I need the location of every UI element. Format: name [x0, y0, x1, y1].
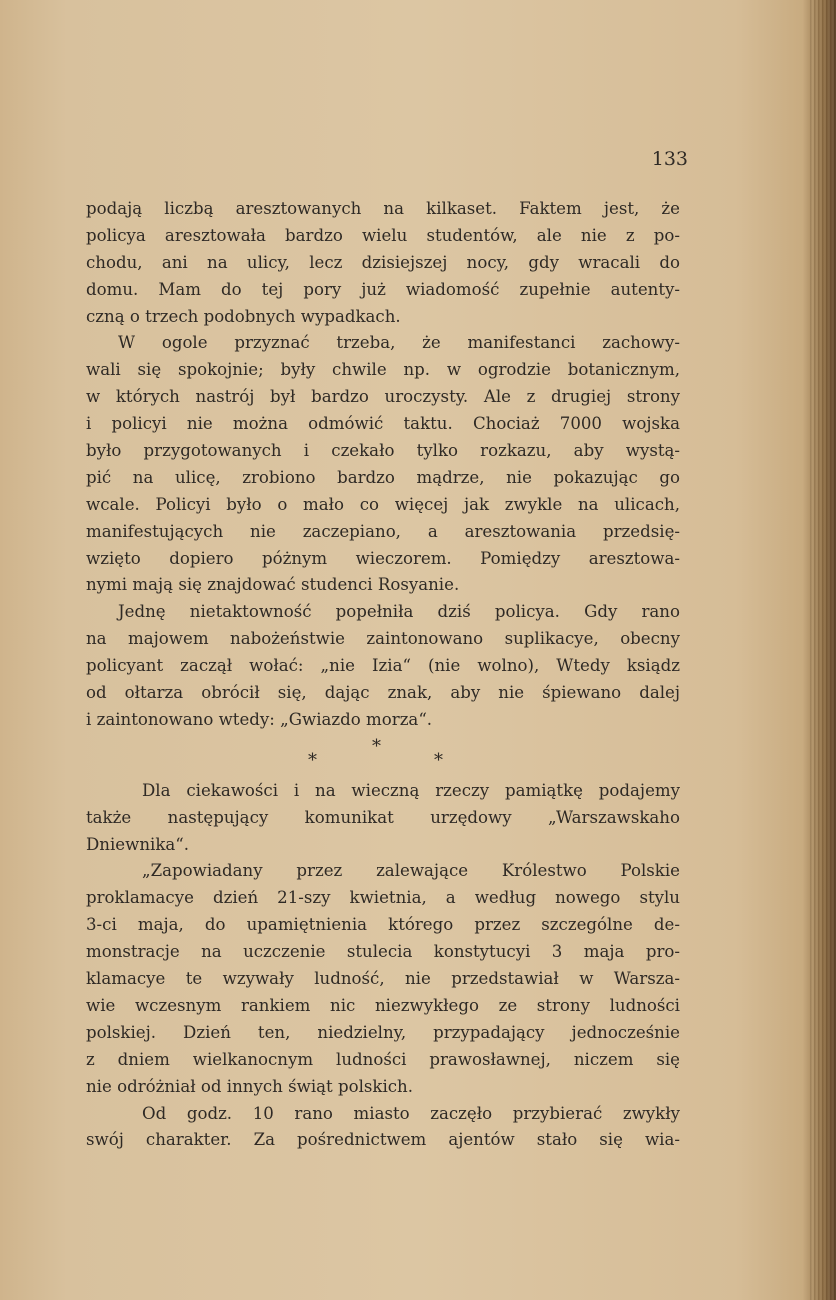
text-line: także następujący komunikat urzędowy „Warszawskaho — [86, 807, 680, 827]
body-text — [86, 196, 680, 1154]
text-line: pić na ulicę, zrobiono bardzo mądrze, nie pokazując go — [86, 467, 680, 487]
text-line: W ogole przyznać trzeba, że manifestanci zachowy- — [118, 333, 680, 353]
text-line: policya aresztowała bardzo wielu studentów, ale nie z po- — [86, 225, 680, 245]
text-line: i zaintonowano wtedy: „Gwiazdo morza“. — [86, 709, 433, 729]
text-line: wali się spokojnie; były chwile np. w ogrodzie botanicznym, — [86, 360, 680, 380]
text-line: nymi mają się znajdować studenci Rosyanie. — [86, 575, 460, 595]
separator-star: * — [308, 749, 317, 771]
text-line: monstracje na uczczenie stulecia konstytucyi 3 maja pro- — [86, 942, 680, 962]
text-line: podają liczbą aresztowanych na kilkaset. Faktem jest, że — [86, 199, 680, 218]
text-line: na majowem nabożeństwie zaintonowano suplikacye, obecny — [86, 629, 680, 649]
text-line: Jednę nietaktowność popełniła dziś policya. Gdy rano — [118, 602, 680, 622]
text-line: wie wczesnym rankiem nic niezwykłego ze strony ludności — [86, 995, 680, 1015]
text-line: chodu, ani na ulicy, lecz dzisiejszej nocy, gdy wracali do — [86, 252, 680, 272]
text-line: w których nastrój był bardzo uroczysty. Ale z drugiej strony — [86, 387, 680, 407]
text-line: od ołtarza obrócił się, dając znak, aby nie śpiewano dalej — [86, 683, 680, 703]
separator-star: * — [372, 735, 381, 757]
text-line: domu. Mam do tej pory już wiadomość zupełnie autenty- — [86, 279, 680, 299]
separator-star: * — [434, 749, 443, 771]
text-line: 3-ci maja, do upamiętnienia którego przez szczególne de- — [86, 915, 680, 935]
text-line: policyant zaczął wołać: „nie Izia“ (nie wolno), Wtedy ksiądz — [86, 656, 680, 676]
text-line: wcale. Policyi było o mało co więcej jak zwykle na ulicach, — [86, 494, 680, 514]
text-line: z dniem wielkanocnym ludności prawosławnej, niczem się — [86, 1049, 680, 1069]
section-separator — [86, 734, 680, 778]
text-line: polskiej. Dzień ten, niedzielny, przypadający jednocześnie — [86, 1022, 680, 1042]
text-line: nie odróżniał od innych świąt polskich. — [86, 1076, 414, 1096]
text-line: wzięto dopiero póżnym wieczorem. Pomiędzy aresztowa- — [86, 548, 680, 568]
text-line: proklamacye dzień 21-szy kwietnia, a według nowego stylu — [86, 888, 680, 908]
text-line: swój charakter. Za pośrednictwem ajentów stało się wia- — [86, 1130, 680, 1150]
text-line: Dla ciekawości i na wieczną rzeczy pamiątkę podajemy — [142, 780, 680, 800]
text-line: Od godz. 10 rano miasto zaczęło przybierać zwykły — [142, 1103, 680, 1123]
text-line: manifestujących nie zaczepiano, a aresztowania przedsię- — [86, 521, 680, 541]
text-line: czną o trzech podobnych wypadkach. — [86, 306, 401, 326]
text-line: było przygotowanych i czekało tylko rozkazu, aby wystą- — [86, 441, 680, 461]
text-line: „Zapowiadany przez zalewające Królestwo Polskie — [142, 861, 680, 881]
text-line: Dniewnika“. — [86, 834, 190, 854]
text-line: klamacye te wzywały ludność, nie przedstawiał w Warsza- — [86, 969, 680, 989]
text-line: i policyi nie można odmówić taktu. Chociaż 7000 wojska — [86, 414, 680, 434]
page-number: 133 — [651, 148, 688, 170]
